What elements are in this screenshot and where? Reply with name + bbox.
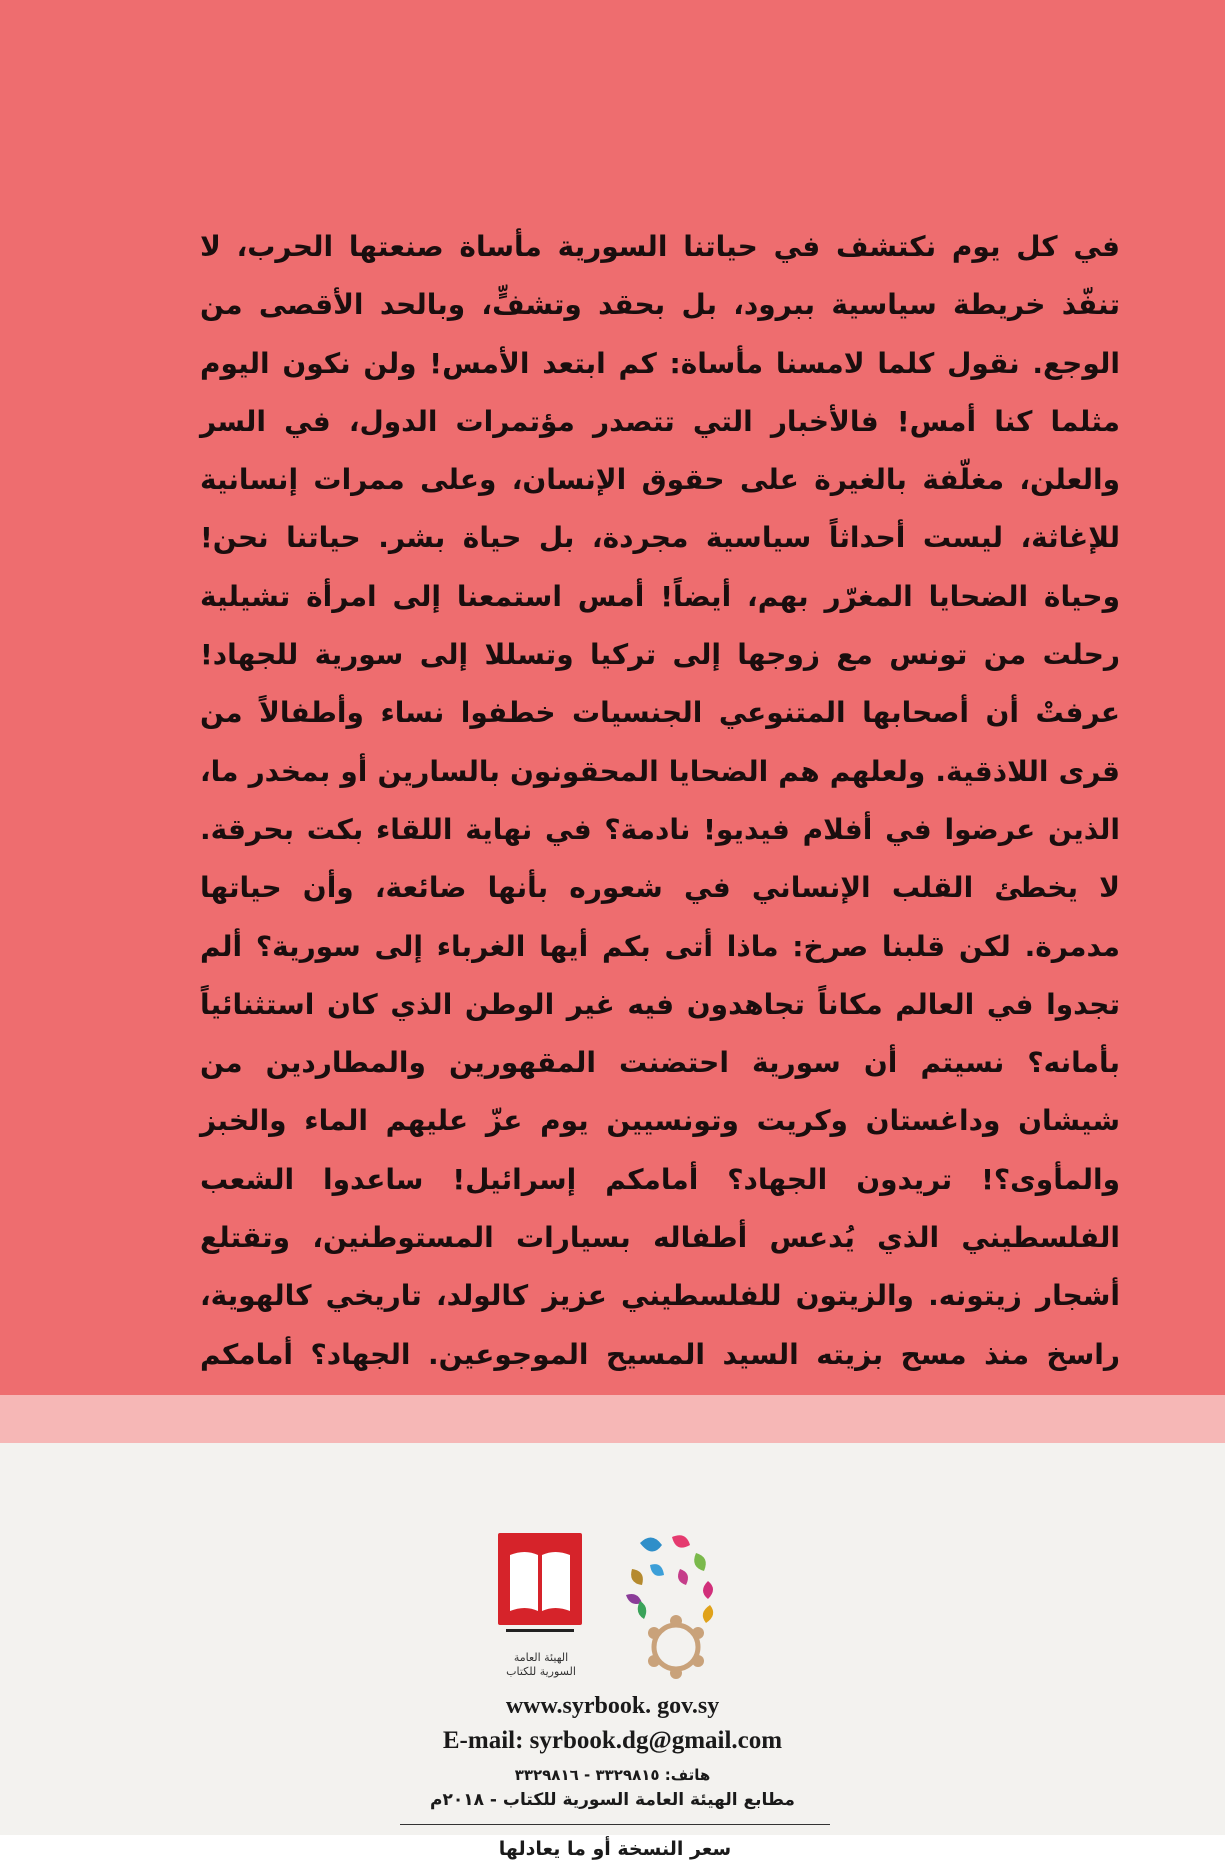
price-line: سعر النسخة أو ما يعادلها (498, 1838, 732, 1860)
open-book-icon (490, 1525, 590, 1650)
gosb-logo (490, 1525, 590, 1685)
culture-emblem-icon (610, 1525, 750, 1685)
ministry-of-culture-logo (610, 1525, 750, 1685)
publisher-website: www.syrbook. gov.sy (505, 1693, 720, 1719)
back-cover-blurb: في كل يوم نكتشف في حياتنا السورية مأساة صنعتها الحرب، لا تنفّذ خريطة سياسية ببرود، بل بحقد وتشفٍّ، وبالحد الأقصى من الوجع. نقول كلما لامسنا مأساة: كم ابتعد الأمس! ولن نكون اليوم مثلما كنا أمس! فالأخبار التي تتصدر مؤتمرات الدول، في السر والعلن، مغلّفة بالغيرة على حقوق الإنسان، وعلى ممرات إنسانية للإغاثة، ليست أحداثاً سياسية مجردة، بل حياة بشر. حياتنا نحن! وحياة الضحايا المغرّر بهم، أيضاً! أمس استمعنا إلى امرأة تشيلية رحلت من تونس مع زوجها إلى تركيا وتسللا إلى سورية للجهاد! عرفتْ أن أصحابها المتنوعي الجنسيات خطفوا نساء وأطفالاً من قرى اللاذقية. ولعلهم هم الضحايا المحقونون بالسارين أو بمخدر ما، الذين عرضوا في أفلام فيديو! نادمة؟ في نهاية اللقاء بكت بحرقة. لا يخطئ القلب الإنساني في شعوره بأنها ضائعة، وأن حياتها مدمرة. لكن قلبنا صرخ: ماذا أتى بكم أيها الغرباء إلى سورية؟ ألم تجدوا في العالم مكاناً تجاهدون فيه غير الوطن الذي كان استثنائياً بأمانه؟ نسيتم أن سورية احتضنت المقهورين والمطاردين من شيشان وداغستان وكريت وتونسيين يوم عزّ عليهم الماء والخبز والمأوى؟! تريدون الجهاد؟ أمامكم إسرائيل! ساعدوا الشعب الفلسطيني الذي يُدعس أطفاله بسيارات المستوطنين، وتقتلع أشجار زيتونه. والزيتون للفلسطيني عزيز كالولد، تاريخي كالهوية، راسخ منذ مسح بزيته السيد المسيح الموجوعين. الجهاد؟ أمامكم (200, 230, 1120, 1371)
pink-band (0, 1395, 1225, 1443)
publisher-email: E-mail: syrbook.dg@gmail.com (442, 1727, 783, 1754)
publisher-phone: هاتف: ٣٣٢٩٨١٥ - ٣٣٢٩٨١٦ (514, 1766, 711, 1784)
price-divider (400, 1824, 830, 1825)
gosb-logo-caption: الهيئة العامة السورية للكتاب (506, 1651, 576, 1678)
publisher-logos (490, 1525, 750, 1685)
printer-credit: مطابع الهيئة العامة السورية للكتاب - ٢٠١٨م (430, 1790, 795, 1810)
